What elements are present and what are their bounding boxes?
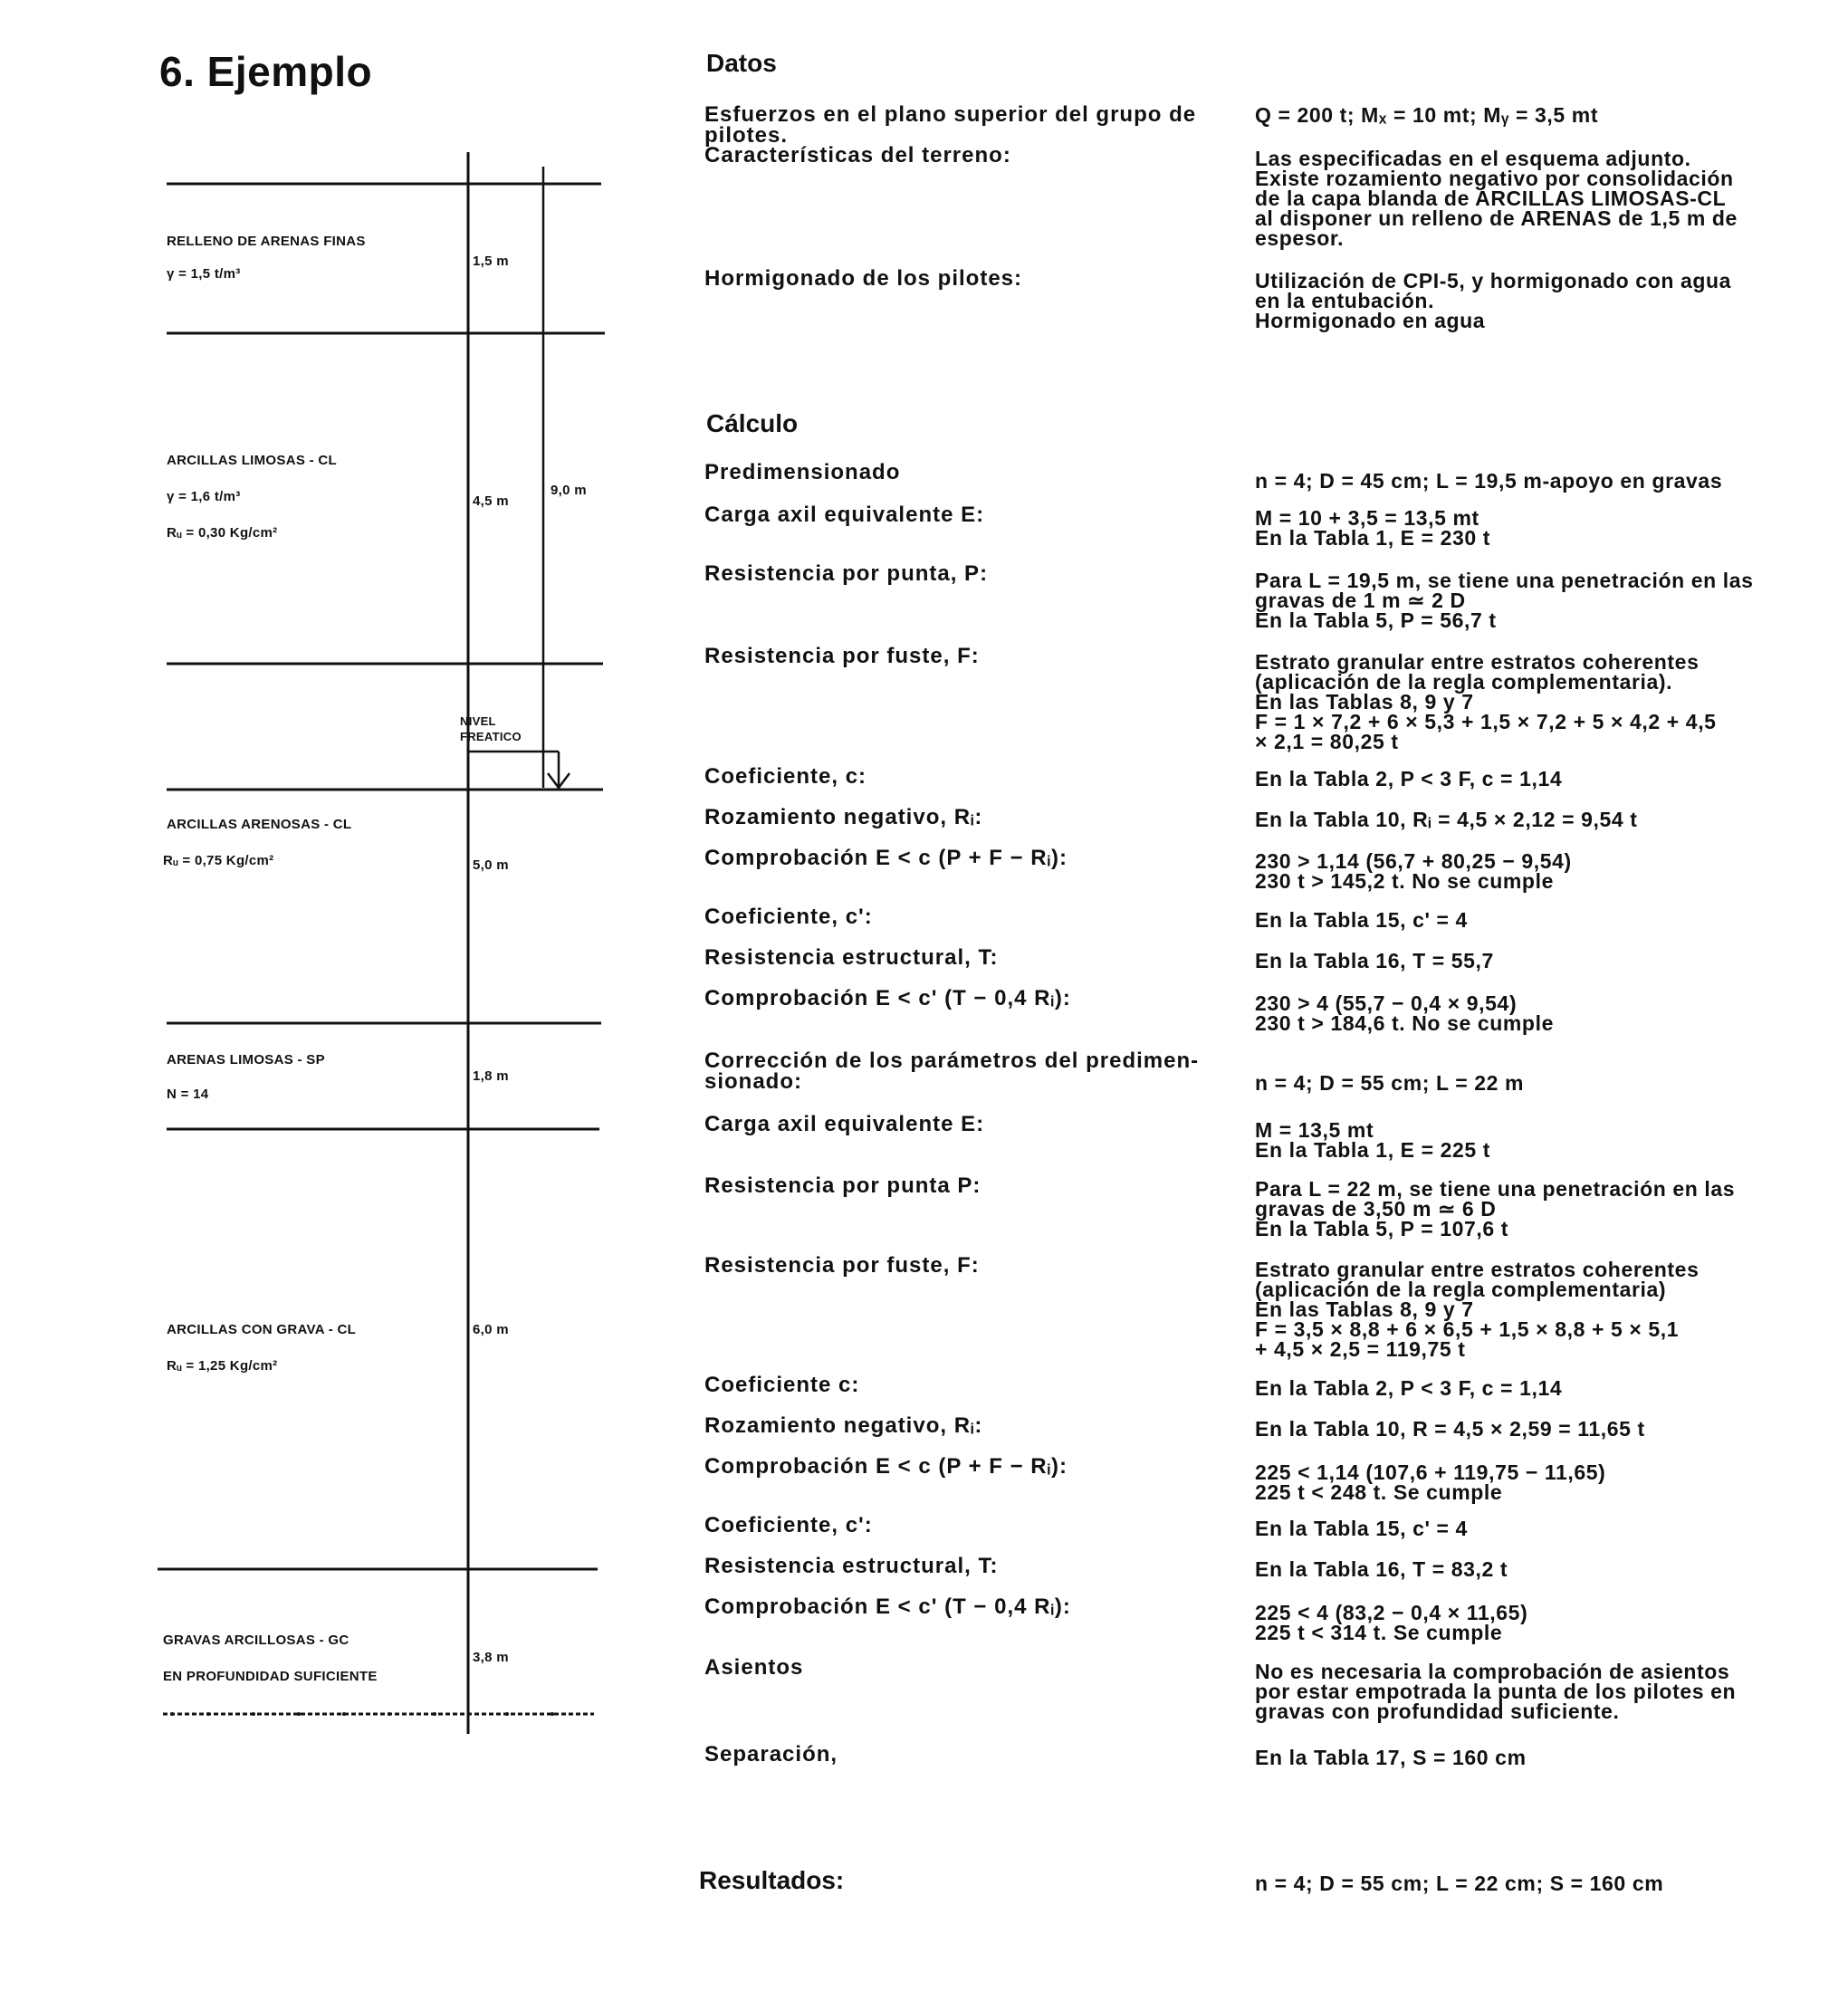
row-value: En la Tabla 17, S = 160 cm: [1255, 1746, 1527, 1769]
row-label: Hormigonado de los pilotes:: [704, 266, 1023, 291]
section-heading-calculo: Cálculo: [706, 409, 799, 437]
row-label: Esfuerzos en el plano superior del grupo de pilotes.: [704, 102, 1197, 148]
result-value: n = 4; D = 55 cm; L = 22 cm; S = 160 cm: [1255, 1872, 1664, 1895]
row-value: Q = 200 t; Mₓ = 10 mt; Mᵧ = 3,5 mt: [1255, 103, 1599, 127]
row-label: Resistencia por punta P:: [704, 1173, 981, 1198]
row-value: En la Tabla 10, Rᵢ = 4,5 × 2,12 = 9,54 t: [1255, 808, 1638, 831]
row-value: 230 > 4 (55,7 − 0,4 × 9,54) 230 t > 184,6 t. No se cumple: [1255, 991, 1554, 1035]
row-label: Comprobación E < c (P + F − Rᵢ):: [704, 1454, 1068, 1479]
row-value: Para L = 19,5 m, se tiene una penetración en las gravas de 1 m ≃ 2 D En la Tabla 5, P = 56,7 t: [1255, 569, 1754, 632]
layer-property: γ = 1,5 t/m³: [167, 266, 241, 282]
total-depth-label: 9,0 m: [551, 483, 587, 498]
row-value: n = 4; D = 45 cm; L = 19,5 m-apoyo en gravas: [1255, 469, 1723, 493]
layer-property: γ = 1,6 t/m³: [167, 489, 241, 504]
row-label: Características del terreno:: [704, 143, 1011, 168]
layer-thickness: 6,0 m: [473, 1322, 509, 1337]
layer-property: Rᵤ = 0,30 Kg/cm²: [167, 525, 278, 541]
layer-thickness: 1,5 m: [473, 254, 509, 269]
layer-thickness: 4,5 m: [473, 493, 509, 509]
row-value: En la Tabla 2, P < 3 F, c = 1,14: [1255, 1376, 1563, 1400]
row-value: No es necesaria la comprobación de asientos por estar empotrada la punta de los pilotes en gravas con profundidad suficiente.: [1255, 1660, 1737, 1723]
row-label: Comprobación E < c (P + F − Rᵢ):: [704, 846, 1068, 870]
row-value: Para L = 22 m, se tiene una penetración en las gravas de 3,50 m ≃ 6 D En la Tabla 5, P = 107,6 t: [1255, 1177, 1736, 1240]
page-title: 6. Ejemplo: [159, 48, 373, 95]
section-heading-datos: Datos: [706, 49, 777, 77]
row-label: Carga axil equivalente E:: [704, 1112, 985, 1136]
row-value: 225 < 1,14 (107,6 + 119,75 − 11,65) 225 t < 248 t. Se cumple: [1255, 1460, 1606, 1504]
layer-thickness: 5,0 m: [473, 857, 509, 873]
row-label: Resistencia estructural, T:: [704, 945, 999, 970]
row-value: En la Tabla 2, P < 3 F, c = 1,14: [1255, 767, 1563, 790]
layer-name: ARCILLAS LIMOSAS - CL: [167, 453, 337, 468]
layer-name: ARCILLAS ARENOSAS - CL: [167, 817, 352, 832]
row-value: En la Tabla 10, R = 4,5 × 2,59 = 11,65 t: [1255, 1417, 1645, 1441]
layer-name: ARENAS LIMOSAS - SP: [167, 1052, 325, 1068]
row-value: Estrato granular entre estratos coherentes (aplicación de la regla complementaria) En las Tablas 8, 9 y 7 F = 3,5 × 8,8 + 6 × 6,5 + 1,5 × 8,8 + 5 × 5,1 + 4,5 × 2,5 = 119,75 t: [1255, 1258, 1700, 1361]
row-value: n = 4; D = 55 cm; L = 22 m: [1255, 1071, 1525, 1095]
row-label: Comprobación E < c' (T − 0,4 Rᵢ):: [704, 1594, 1071, 1619]
row-value: Utilización de CPI-5, y hormigonado con agua en la entubación. Hormigonado en agua: [1255, 269, 1732, 332]
row-label: Resistencia por fuste, F:: [704, 1253, 980, 1278]
row-value: En la Tabla 15, c' = 4: [1255, 1517, 1468, 1540]
row-label: Resistencia por fuste, F:: [704, 644, 980, 668]
row-value: Las especificadas en el esquema adjunto. Existe rozamiento negativo por consolidación de la capa blanda de ARCILLAS LIMOSAS-CL al disponer un relleno de ARENAS de 1,5 m de espesor.: [1255, 147, 1738, 250]
layer-thickness: 1,8 m: [473, 1068, 509, 1084]
row-label: Coeficiente c:: [704, 1373, 860, 1397]
soil-profile-diagram: [0, 0, 634, 1775]
row-label: Predimensionado: [704, 460, 901, 484]
layer-name: ARCILLAS CON GRAVA - CL: [167, 1322, 357, 1337]
layer-name: RELLENO DE ARENAS FINAS: [167, 234, 366, 249]
row-label: Resistencia por punta, P:: [704, 561, 989, 586]
row-label: Corrección de los parámetros del predimen- sionado:: [704, 1049, 1200, 1094]
stratum-boundaries: [158, 184, 605, 1714]
row-value: En la Tabla 16, T = 55,7: [1255, 949, 1494, 972]
row-label: Coeficiente, c:: [704, 764, 867, 789]
row-label: Comprobación E < c' (T − 0,4 Rᵢ):: [704, 986, 1071, 1010]
row-label: Rozamiento negativo, Rᵢ:: [704, 1413, 983, 1438]
water-table-label: NIVEL FREATICO: [460, 714, 522, 743]
row-label: Rozamiento negativo, Rᵢ:: [704, 805, 983, 829]
row-value: 225 < 4 (83,2 − 0,4 × 11,65) 225 t < 314 t. Se cumple: [1255, 1601, 1528, 1644]
row-label: Separación,: [704, 1742, 838, 1767]
row-value: En la Tabla 15, c' = 4: [1255, 908, 1468, 932]
row-label: Carga axil equivalente E:: [704, 503, 985, 527]
row-value: En la Tabla 16, T = 83,2 t: [1255, 1557, 1508, 1581]
row-label: Asientos: [704, 1655, 804, 1680]
layer-name: GRAVAS ARCILLOSAS - GC: [163, 1633, 349, 1648]
row-value: M = 13,5 mt En la Tabla 1, E = 225 t: [1255, 1118, 1491, 1162]
section-heading-resultados: Resultados:: [699, 1866, 845, 1894]
row-value: Estrato granular entre estratos coherentes (aplicación de la regla complementaria). En las Tablas 8, 9 y 7 F = 1 × 7,2 + 6 × 5,3 + 1,5 × 7,2 + 5 × 4,2 + 4,5 × 2,1 = 80,25 t: [1255, 650, 1717, 753]
row-value: M = 10 + 3,5 = 13,5 mt En la Tabla 1, E = 230 t: [1255, 506, 1491, 550]
row-value: 230 > 1,14 (56,7 + 80,25 − 9,54) 230 t > 145,2 t. No se cumple: [1255, 849, 1572, 893]
layer-property: Rᵤ = 0,75 Kg/cm²: [163, 853, 274, 868]
row-label: Coeficiente, c':: [704, 905, 873, 929]
layer-property: N = 14: [167, 1087, 209, 1102]
layer-property: EN PROFUNDIDAD SUFICIENTE: [163, 1669, 378, 1684]
layer-property: Rᵤ = 1,25 Kg/cm²: [167, 1358, 278, 1374]
water-table-arrow: [468, 752, 570, 788]
row-label: Coeficiente, c':: [704, 1513, 873, 1537]
row-label: Resistencia estructural, T:: [704, 1554, 999, 1578]
layer-thickness: 3,8 m: [473, 1650, 509, 1665]
